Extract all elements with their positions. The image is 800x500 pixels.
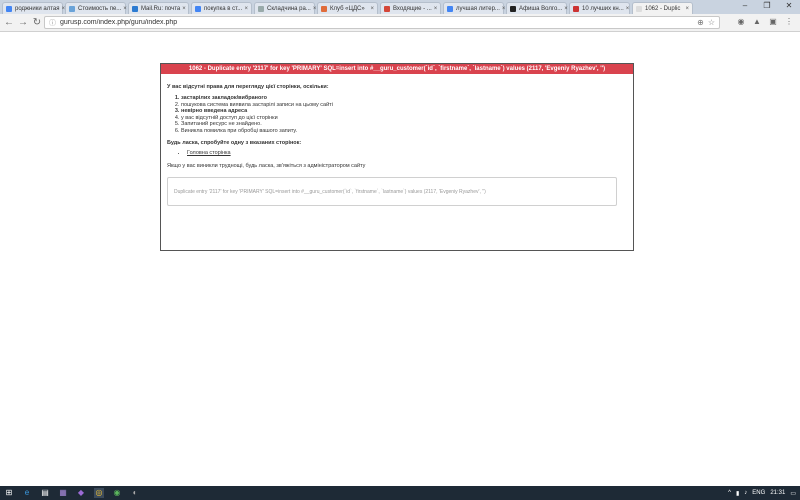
tab-favicon-icon	[447, 6, 453, 12]
reload-button[interactable]: ↻	[32, 17, 42, 28]
volume-icon[interactable]: ♪	[744, 490, 748, 496]
try-pages-text: Будь ласка, спробуйте одну з вказаних сторінок:	[167, 140, 302, 146]
error-intro: У вас відсутні права для перегляду цієї сторінки, оскільки:	[167, 84, 329, 90]
tab-favicon-icon	[510, 6, 516, 12]
list-item: 1. застарілих закладок/вибраного	[181, 95, 627, 102]
bookmark-star-icon[interactable]: ☆	[707, 18, 715, 27]
browser-tab[interactable]	[443, 2, 504, 14]
error-panel	[160, 63, 634, 251]
browser-tab[interactable]	[569, 2, 630, 14]
tab-label: покупка в ст...	[204, 5, 243, 12]
tab-label: Стоимость пе...	[78, 5, 122, 12]
list-item: 5. Запитаний ресурс не знайдено.	[181, 121, 627, 128]
tab-close-icon[interactable]: ×	[501, 5, 506, 12]
store-icon[interactable]: ▦	[59, 488, 67, 497]
browser-tab[interactable]	[2, 2, 63, 14]
browser-tab[interactable]	[380, 2, 441, 14]
error-title: 1062 - Duplicate entry '2117' for key 'PRIMARY' SQL=insert into #__guru_customer(`id`, `firstname`, `lastname`) values (2117, 'Evgeniy Ryazhev', '')	[161, 64, 633, 74]
browser-tab[interactable]	[128, 2, 189, 14]
clock[interactable]: 21:31	[770, 490, 786, 496]
page-content	[0, 32, 800, 486]
tab-close-icon[interactable]: ×	[564, 5, 568, 12]
menu-icon[interactable]: ⋮	[785, 17, 793, 26]
network-icon[interactable]: ▮	[735, 490, 740, 497]
tab-close-icon[interactable]: ×	[370, 5, 374, 12]
home-page-link[interactable]: Головна сторінка	[187, 150, 231, 156]
whatsapp-icon[interactable]: ◉	[113, 488, 121, 497]
minimize-button[interactable]: –	[742, 1, 748, 10]
error-message-box	[167, 177, 617, 206]
site-info-icon[interactable]: ⓘ	[49, 19, 56, 27]
browser-tab[interactable]	[506, 2, 567, 14]
contact-text: Якщо у вас виникли труднощі, будь ласка, зв'яжіться з адміністратором сайту	[167, 163, 366, 169]
tab-close-icon[interactable]: ×	[244, 5, 248, 12]
extension-icon-1[interactable]: ◉	[737, 17, 745, 26]
tab-strip	[0, 0, 800, 14]
forward-button[interactable]: →	[18, 17, 28, 28]
list-item: 3. невірно введена адреса	[181, 108, 627, 115]
file-explorer-icon[interactable]: ▤	[41, 488, 49, 497]
tab-label: 1062 - Duplic	[645, 5, 681, 12]
tab-favicon-icon	[573, 6, 579, 12]
taskbar	[0, 486, 800, 500]
tray-chevron-icon[interactable]: ^	[728, 490, 731, 496]
tab-close-icon[interactable]: ×	[61, 5, 65, 12]
maximize-button[interactable]: ❐	[763, 1, 771, 10]
browser-tab[interactable]	[254, 2, 315, 14]
address-bar[interactable]	[44, 16, 720, 29]
tab-label: лучшая литер...	[456, 5, 500, 12]
tab-label: Входящие - ...	[393, 5, 432, 12]
tab-close-icon[interactable]: ×	[182, 5, 186, 12]
tab-close-icon[interactable]: ×	[685, 5, 689, 12]
close-window-button[interactable]: ✕	[785, 1, 793, 10]
reasons-list	[167, 95, 627, 134]
tab-favicon-icon	[258, 6, 264, 12]
back-button[interactable]: ←	[4, 17, 14, 28]
tab-label: Складчина ра...	[267, 5, 311, 12]
browser-toolbar	[0, 14, 800, 32]
tab-label: Mail.Ru: почта	[141, 5, 181, 12]
windows-start-icon[interactable]: ⊞	[5, 488, 13, 497]
system-tray	[723, 486, 796, 500]
browser-tab[interactable]	[65, 2, 126, 14]
tab-label: Афиша Волго...	[519, 5, 563, 12]
links-list	[167, 150, 627, 157]
tab-close-icon[interactable]: ×	[625, 5, 630, 12]
tab-close-icon[interactable]: ×	[433, 5, 438, 12]
tab-label: роджники алтая	[15, 5, 60, 12]
tab-label: Клуб «ЦДС»	[330, 5, 365, 12]
window-controls	[734, 0, 800, 14]
list-item	[187, 150, 627, 157]
edge-icon[interactable]: e	[24, 488, 30, 497]
address-input[interactable]	[60, 19, 697, 26]
app-icon[interactable]: ◐	[132, 488, 138, 497]
error-message: Duplicate entry '2117' for key 'PRIMARY' SQL=insert into #__guru_customer(`id`, `firstname`, `lastname`) values (2117, 'Evgeniy Ryazhev', '')	[174, 188, 486, 195]
error-body	[161, 74, 633, 206]
visual-studio-icon[interactable]: ◆	[77, 488, 85, 497]
list-item: 2. пошукова система виявила застарілі записи на цьому сайті	[181, 102, 627, 109]
notifications-icon[interactable]: ▭	[790, 490, 796, 497]
tab-close-icon[interactable]: ×	[312, 5, 317, 12]
browser-tab[interactable]	[632, 2, 693, 14]
tab-favicon-icon	[636, 6, 642, 12]
tab-favicon-icon	[6, 6, 12, 12]
tab-label: 10 лучших кн...	[582, 5, 624, 12]
extension-icon-2[interactable]: ▲	[753, 17, 761, 26]
tab-favicon-icon	[132, 6, 138, 12]
zoom-icon[interactable]: ⊕	[697, 18, 704, 27]
tab-favicon-icon	[69, 6, 75, 12]
chrome-icon[interactable]: ◎	[95, 488, 103, 497]
tab-close-icon[interactable]: ×	[123, 5, 127, 12]
list-item: 6. Виникла помилка при обробці вашого запиту.	[181, 128, 627, 135]
tab-favicon-icon	[195, 6, 201, 12]
list-item: 4. у вас відсутній доступ до цієї сторінки	[181, 115, 627, 122]
language-indicator[interactable]: ENG	[752, 490, 766, 496]
tab-favicon-icon	[321, 6, 327, 12]
extension-icon-3[interactable]: ▣	[769, 17, 777, 26]
tab-favicon-icon	[384, 6, 390, 12]
browser-tab[interactable]	[317, 2, 378, 14]
browser-tab[interactable]	[191, 2, 252, 14]
